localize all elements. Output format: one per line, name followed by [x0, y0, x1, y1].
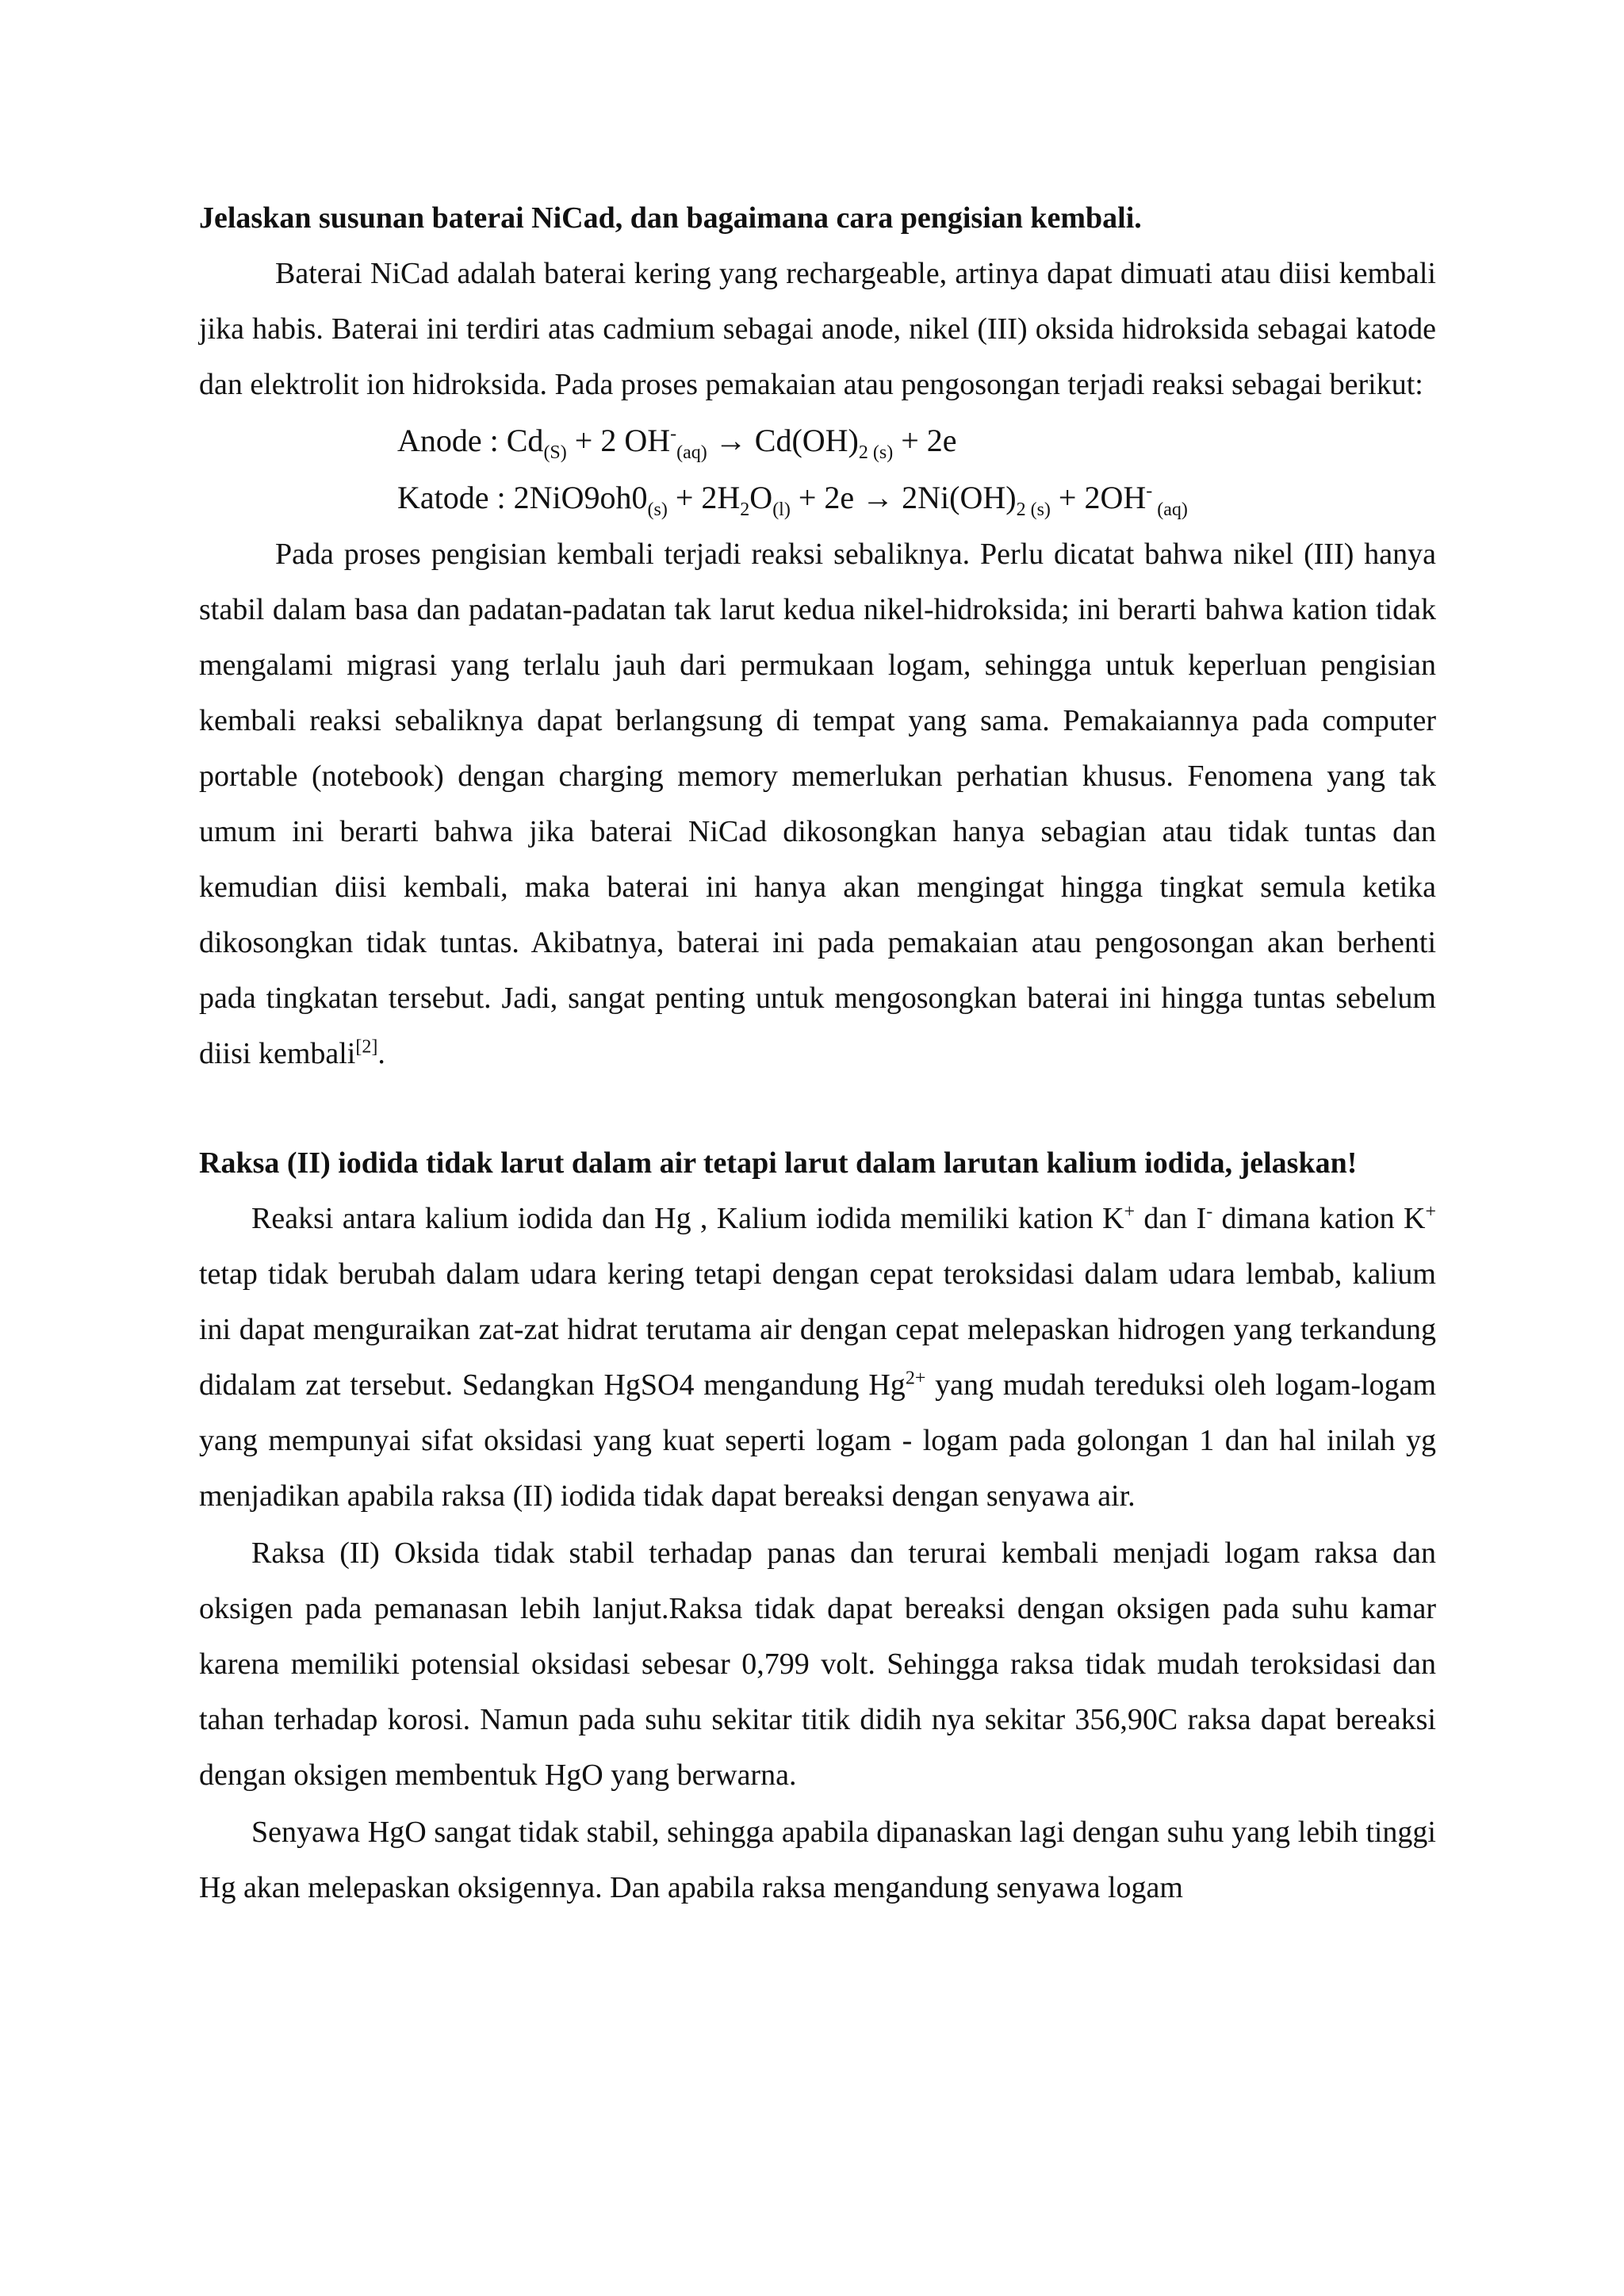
anode-electrons: + 2e — [893, 423, 957, 458]
paragraph-nicad-charging-text: Pada proses pengisian kembali terjadi reaksi sebaliknya. Perlu dicatat bahwa nikel (III) hanya stabil dalam basa dan padatan-padatan tak larut kedua nikel-hidroksida; ini berarti bahwa kation tidak mengalami migrasi yang terlalu jauh dari permukaan logam, sehingga untuk keperluan pengisian kembali reaksi sebaliknya dapat berlangsung di tempat yang sama. Pemakaiannya pada computer portable (notebook) dengan charging memory memerlukan perhatian khusus. Fenomena yang tak umum ini berarti bahwa jika baterai NiCad dikosongkan hanya sebagian atau tidak tuntas dan kemudian diisi kembali, maka baterai ini hanya akan mengingat hingga tingkat semula ketika dikosongkan tidak tuntas. Akibatnya, baterai ini pada pemakaian atau pengosongan akan berhenti pada tingkatan tersebut. Jadi, sangat penting untuk mengosongkan baterai ini hingga tuntas sebelum diisi kembali — [199, 538, 1436, 1070]
anode-label: Anode : Cd — [397, 423, 544, 458]
katode-o: O — [749, 480, 773, 515]
kalium-text-b: dan I — [1135, 1202, 1207, 1235]
equation-katode — [199, 469, 1436, 526]
kalium-text-e: yang mudah tereduksi oleh logam-logam yang mempunyai sifat oksidasi yang kuat seperti logam - logam pada golongan 1 dan hal inilah yg menjadikan apabila raksa (II) iodida tidak dapat bereaksi dengan senyawa air. — [199, 1368, 1437, 1513]
hg-charge: 2+ — [905, 1368, 926, 1389]
paragraph-nicad-intro: Baterai NiCad adalah baterai kering yang rechargeable, artinya dapat dimuati atau diisi kembali jika habis. Baterai ini terdiri atas cadmium sebagai anode, nikel (III) oksida hidroksida sebagai katode dan elektrolit ion hidroksida. Pada proses pemakaian atau pengosongan terjadi reaksi sebagai berikut: — [199, 257, 1436, 401]
kalium-text-a: Reaksi antara kalium iodida dan Hg , Kalium iodida memiliki kation K — [251, 1202, 1124, 1235]
i-minus-charge: - — [1206, 1201, 1213, 1223]
paragraph-kalium-iodida — [199, 1191, 1436, 1524]
reference-marker: [2] — [355, 1036, 378, 1058]
anode-oh-state: (aq) — [676, 442, 707, 463]
katode-nio-state: (s) — [647, 499, 668, 520]
katode-arrow-product: + 2e → 2Ni(OH) — [790, 480, 1017, 515]
katode-h2o-state: (l) — [772, 499, 791, 520]
paragraph-nicad-charging-end: . — [377, 1037, 385, 1070]
paragraph-nicad-charging — [199, 526, 1436, 1081]
anode-oh-charge: - — [670, 423, 677, 445]
section-heading-raksa: Raksa (II) iodida tidak larut dalam air tetapi larut dalam larutan kalium iodida, jelaskan! — [199, 1146, 1358, 1180]
k-plus-charge-2: + — [1425, 1201, 1436, 1223]
paragraph-senyawa-hgo: Senyawa HgO sangat tidak stabil, sehingga apabila dipanaskan lagi dengan suhu yang lebih tinggi Hg akan melepaskan oksigennya. Dan apabila raksa mengandung senyawa logam — [199, 1816, 1436, 1904]
paragraph-raksa-oksida: Raksa (II) Oksida tidak stabil terhadap panas dan terurai kembali menjadi logam raksa dan oksigen pada pemanasan lebih lanjut.Raksa tidak dapat bereaksi dengan oksigen pada suhu kamar karena memiliki potensial oksidasi sebesar 0,799 volt. Sehingga raksa tidak mudah teroksidasi dan tahan terhadap korosi. Namun pada suhu sekitar titik didih nya sekitar 356,90C raksa dapat bereaksi dengan oksigen membentuk HgO yang berwarna. — [199, 1536, 1436, 1792]
equation-anode — [199, 412, 1436, 469]
katode-label: Katode : 2NiO9oh0 — [397, 480, 648, 515]
katode-product-sub: 2 (s) — [1016, 499, 1051, 520]
katode-oh-charge: - — [1146, 480, 1153, 502]
section-heading-nicad: Jelaskan susunan baterai NiCad, dan bagaimana cara pengisian kembali. — [199, 201, 1142, 235]
katode-oh-state: (aq) — [1152, 499, 1188, 520]
anode-arrow-product: → Cd(OH) — [707, 423, 859, 458]
anode-plus-oh: + 2 OH — [566, 423, 671, 458]
anode-product-sub: 2 (s) — [858, 442, 894, 463]
katode-h-sub: 2 — [740, 499, 750, 520]
katode-plus-h: + 2H — [667, 480, 741, 515]
document-page — [199, 190, 1436, 1915]
kalium-text-d: tetap tidak berubah dalam udara kering tetapi dengan cepat teroksidasi dalam udara lembab, kalium ini dapat menguraikan zat-zat hidrat terutama air dengan cepat melepaskan hidrogen yang terkandung didalam zat tersebut. Sedangkan HgSO4 mengandung Hg — [199, 1257, 1436, 1402]
katode-plus-oh: + 2OH — [1050, 480, 1147, 515]
anode-cd-state: (S) — [543, 442, 567, 463]
k-plus-charge: + — [1124, 1201, 1136, 1223]
kalium-text-c: dimana kation K — [1212, 1202, 1426, 1235]
